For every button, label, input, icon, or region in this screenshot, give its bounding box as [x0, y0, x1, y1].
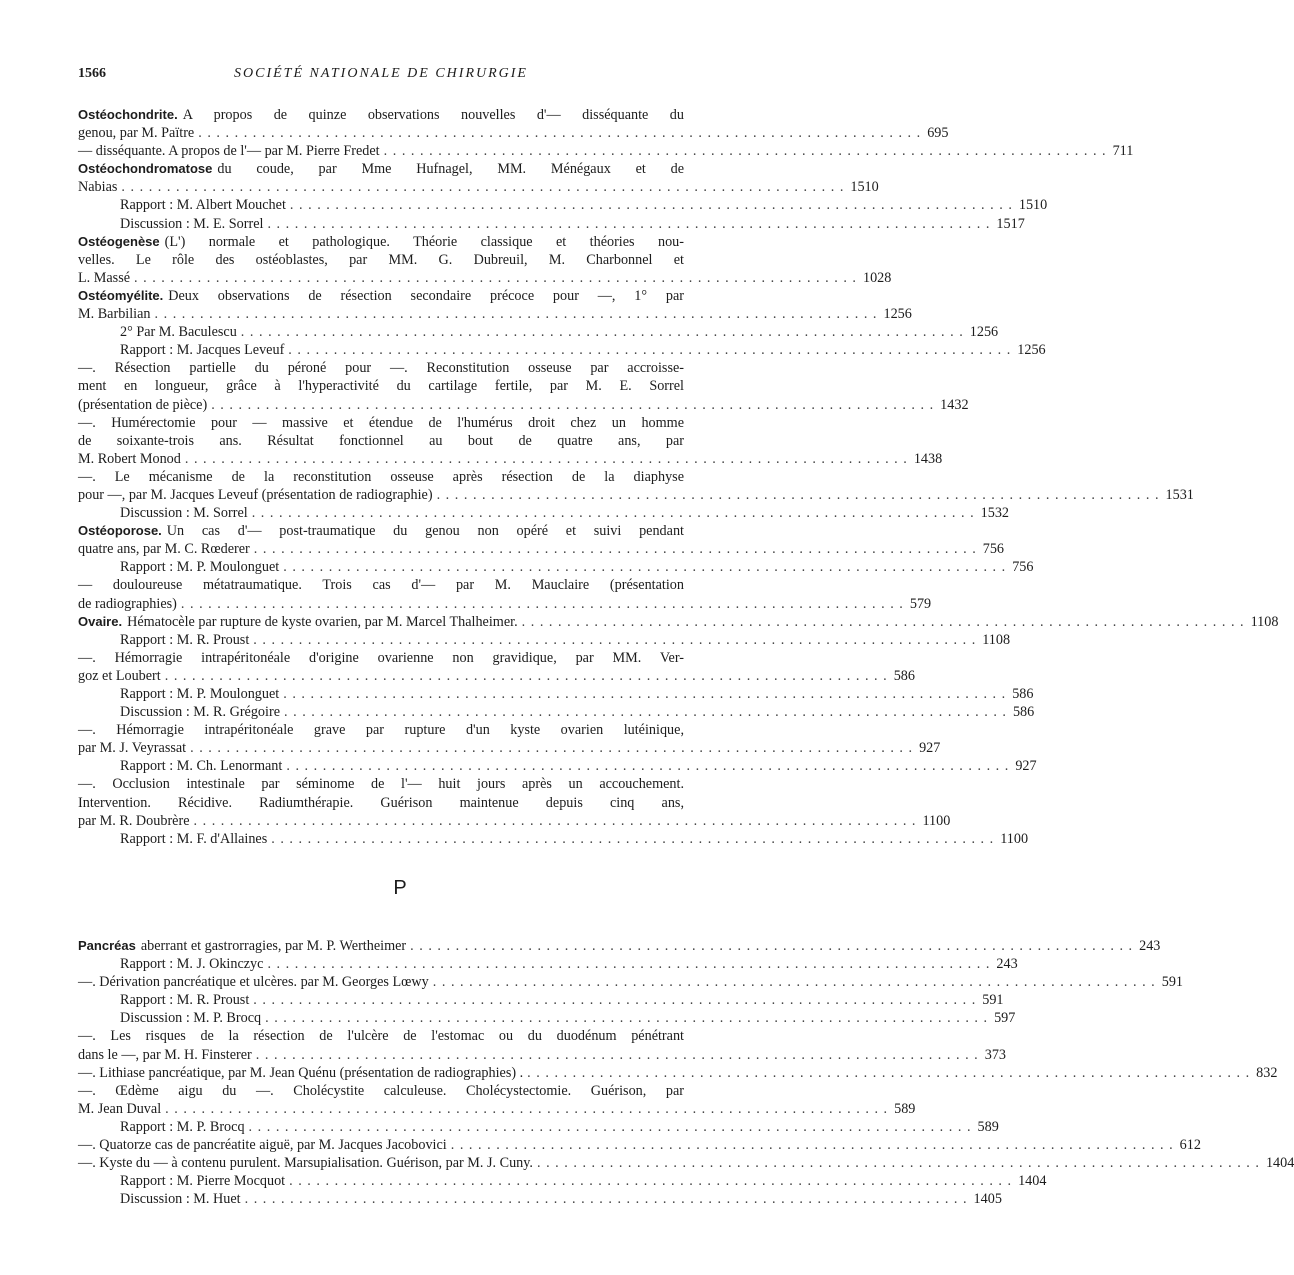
dot-leader: . . . . . . . . . . . . . . . . . . . . . . . . . . . . . . . . . . . . . . . . . . . . . . . . . . . . . . . . . . . . . . . . . . . . . . . . . . . . . . . . [248, 1118, 972, 1135]
index-text: par M. J. Veyrassat [78, 740, 187, 757]
index-text: du coude, par Mme Hufnagel, MM. Ménégaux et de [217, 161, 684, 178]
dot-leader: . . . . . . . . . . . . . . . . . . . . . . . . . . . . . . . . . . . . . . . . . . . . . . . . . . . . . . . . . . . . . . . . . . . . . . . . . . . . . . . . [253, 631, 977, 648]
index-text: velles. Le rôle des ostéoblastes, par MM. G. Dubreuil, M. Charbonnel et [78, 251, 684, 268]
index-line [78, 215, 1025, 233]
index-line [78, 1154, 1294, 1172]
index-keyword: Ostéogenèse [78, 233, 160, 249]
index-text: —. Le mécanisme de la reconstitution osseuse après résection de la diaphyse [78, 468, 684, 485]
index-line [78, 251, 684, 269]
index-line [78, 558, 1034, 576]
index-text: Discussion : M. E. Sorrel [120, 215, 264, 232]
index-line [78, 142, 1134, 160]
index-text: Discussion : M. Huet [120, 1191, 241, 1208]
index-line [78, 341, 1046, 359]
index-text: Rapport : M. J. Okinczyc [120, 956, 264, 973]
index-text: M. Jean Duval [78, 1100, 162, 1117]
page-reference: 1510 [850, 179, 879, 196]
index-text: Rapport : M. P. Moulonguet [120, 686, 280, 702]
dot-leader: . . . . . . . . . . . . . . . . . . . . . . . . . . . . . . . . . . . . . . . . . . . . . . . . . . . . . . . . . . . . . . . . . . . . . . . . . . . . . . . . [121, 179, 845, 196]
page-reference: 1404 [1018, 1173, 1047, 1190]
page-reference: 243 [1139, 938, 1161, 954]
page-reference: 1100 [1000, 830, 1029, 847]
index-text: —. Les risques de la résection de l'ulcère de l'estomac ou du duodénum pénétrant [78, 1028, 684, 1045]
page-reference: 586 [1012, 704, 1035, 721]
dot-leader: . . . . . . . . . . . . . . . . . . . . . . . . . . . . . . . . . . . . . . . . . . . . . . . . . . . . . . . . . . . . . . . . . . . . . . . . . . . . . . . . [193, 812, 917, 829]
page-reference: 1531 [1165, 486, 1194, 503]
index-line [78, 1082, 684, 1100]
index-keyword: Pancréas [78, 938, 136, 953]
page-reference: 756 [982, 541, 1005, 558]
index-line [78, 540, 1005, 558]
index-line [78, 178, 879, 196]
dot-leader: . . . . . . . . . . . . . . . . . . . . . . . . . . . . . . . . . . . . . . . . . . . . . . . . . . . . . . . . . . . . . . . . . . . . . . . . . . . . . . . . [536, 1155, 1260, 1172]
page-reference: 1438 [913, 450, 943, 467]
dot-leader: . . . . . . . . . . . . . . . . . . . . . . . . . . . . . . . . . . . . . . . . . . . . . . . . . . . . . . . . . . . . . . . . . . . . . . . . . . . . . . . . [154, 306, 878, 323]
page-reference: 1108 [1250, 613, 1279, 630]
index-line [78, 486, 1194, 504]
index-text: aberrant et gastrorragies, par M. P. Wertheimer [140, 938, 407, 954]
index-text: —. Humérectomie pour — massive et étendue de l'humérus droit chez un homme [78, 414, 684, 431]
index-line [78, 739, 941, 757]
page-reference: 373 [984, 1046, 1006, 1063]
page-reference: 1256 [883, 306, 912, 323]
dot-leader: . . . . . . . . . . . . . . . . . . . . . . . . . . . . . . . . . . . . . . . . . . . . . . . . . . . . . . . . . . . . . . . . . . . . . . . . . . . . . . . . [251, 505, 975, 522]
dot-leader: . . . . . . . . . . . . . . . . . . . . . . . . . . . . . . . . . . . . . . . . . . . . . . . . . . . . . . . . . . . . . . . . . . . . . . . . . . . . . . . . [271, 830, 995, 847]
index-line [78, 106, 684, 124]
index-text: M. Robert Monod [78, 450, 181, 467]
index-line [78, 757, 1037, 775]
index-text: par M. R. Doubrère [78, 812, 190, 829]
index-line [78, 991, 1004, 1009]
page-reference: 756 [1012, 559, 1034, 576]
page-reference: 1404 [1265, 1155, 1294, 1172]
index-line [78, 468, 684, 486]
index-line [78, 703, 1035, 721]
page-reference: 586 [893, 667, 915, 684]
index-line [78, 595, 932, 613]
dot-leader: . . . . . . . . . . . . . . . . . . . . . . . . . . . . . . . . . . . . . . . . . . . . . . . . . . . . . . . . . . . . . . . . . . . . . . . . . . . . . . . . [184, 450, 908, 467]
index-text: Hématocèle par rupture de kyste ovarien, par M. Marcel Thalheimer. [127, 613, 518, 630]
page-reference: 1256 [969, 324, 999, 341]
page-reference: 1510 [1018, 197, 1048, 214]
index-text: Rapport : M. P. Moulonguet [120, 559, 280, 576]
index-text: —. Occlusion intestinale par séminome de l'— huit jours après un accouchement. [78, 776, 684, 793]
index-line [78, 830, 1029, 848]
dot-leader: . . . . . . . . . . . . . . . . . . . . . . . . . . . . . . . . . . . . . . . . . . . . . . . . . . . . . . . . . . . . . . . . . . . . . . . . . . . . . . . . [244, 1191, 968, 1208]
dot-leader: . . . . . . . . . . . . . . . . . . . . . . . . . . . . . . . . . . . . . . . . . . . . . . . . . . . . . . . . . . . . . . . . . . . . . . . . . . . . . . . . [288, 342, 1012, 359]
page-reference: 1256 [1017, 342, 1046, 359]
index-text: Rapport : M. Pierre Mocquot [120, 1173, 286, 1190]
index-text: —. Résection partielle du péroné pour —. Reconstitution osseuse par accroisse- [78, 360, 684, 377]
index-text: —. Hémorragie intrapéritonéale d'origine ovarienne non gravidique, par MM. Ver- [78, 649, 684, 666]
index-line [78, 794, 684, 812]
index-line [78, 432, 684, 450]
page-reference: 612 [1179, 1137, 1201, 1154]
dot-leader: . . . . . . . . . . . . . . . . . . . . . . . . . . . . . . . . . . . . . . . . . . . . . . . . . . . . . . . . . . . . . . . . . . . . . . . . . . . . . . . . [134, 269, 857, 286]
index-text: Rapport : M. R. Proust [120, 992, 250, 1009]
index-text: Nabias [78, 179, 118, 196]
index-keyword: Ostéoporose. [78, 523, 162, 539]
index-line [78, 1172, 1047, 1190]
index-line [78, 649, 684, 667]
dot-leader: . . . . . . . . . . . . . . . . . . . . . . . . . . . . . . . . . . . . . . . . . . . . . . . . . . . . . . . . . . . . . . . . . . . . . . . . . . . . . . . . [521, 613, 1245, 630]
index-block-p [78, 937, 1294, 1208]
dot-leader: . . . . . . . . . . . . . . . . . . . . . . . . . . . . . . . . . . . . . . . . . . . . . . . . . . . . . . . . . . . . . . . . . . . . . . . . . . . . . . . . [527, 1064, 1251, 1081]
page-reference: 1432 [940, 396, 969, 413]
dot-leader: . . . . . . . . . . . . . . . . . . . . . . . . . . . . . . . . . . . . . . . . . . . . . . . . . . . . . . . . . . . . . . . . . . . . . . . . . . . . . . . . [383, 143, 1107, 160]
index-line [78, 955, 1018, 973]
index-line [78, 1136, 1201, 1154]
index-line [78, 414, 684, 432]
index-line [78, 396, 969, 414]
index-text: —. Œdème aigu du —. Cholécystite calculeuse. Cholécystectomie. Guérison, par [78, 1082, 684, 1099]
index-line [78, 124, 949, 142]
index-line [78, 1064, 1278, 1082]
index-text: goz et Loubert [78, 667, 161, 684]
section-letter: P [393, 877, 407, 899]
dot-leader: . . . . . . . . . . . . . . . . . . . . . . . . . . . . . . . . . . . . . . . . . . . . . . . . . . . . . . . . . . . . . . . . . . . . . . . . . . . . . . . . [284, 704, 1007, 721]
index-keyword: Ostéochondromatose [78, 161, 213, 177]
dot-leader: . . . . . . . . . . . . . . . . . . . . . . . . . . . . . . . . . . . . . . . . . . . . . . . . . . . . . . . . . . . . . . . . . . . . . . . . . . . . . . . . [253, 992, 977, 1009]
dot-leader: . . . . . . . . . . . . . . . . . . . . . . . . . . . . . . . . . . . . . . . . . . . . . . . . . . . . . . . . . . . . . . . . . . . . . . . . . . . . . . . . [164, 667, 888, 684]
dot-leader: . . . . . . . . . . . . . . . . . . . . . . . . . . . . . . . . . . . . . . . . . . . . . . . . . . . . . . . . . . . . . . . . . . . . . . . . . . . . . . . . [211, 396, 935, 413]
page-reference: 589 [977, 1118, 999, 1135]
index-text: (L') normale et pathologique. Théorie classique et théories nou- [164, 233, 684, 250]
dot-leader: . . . . . . . . . . . . . . . . . . . . . . . . . . . . . . . . . . . . . . . . . . . . . . . . . . . . . . . . . . . . . . . . . . . . . . . . . . . . . . . . [432, 974, 1156, 991]
page-reference: 589 [894, 1100, 916, 1117]
dot-leader: . . . . . . . . . . . . . . . . . . . . . . . . . . . . . . . . . . . . . . . . . . . . . . . . . . . . . . . . . . . . . . . . . . . . . . . . . . . . . . . . [289, 1173, 1013, 1190]
dot-leader: . . . . . . . . . . . . . . . . . . . . . . . . . . . . . . . . . . . . . . . . . . . . . . . . . . . . . . . . . . . . . . . . . . . . . . . . . . . . . . . . [283, 686, 1007, 702]
page-reference: 711 [1112, 143, 1134, 160]
dot-leader: . . . . . . . . . . . . . . . . . . . . . . . . . . . . . . . . . . . . . . . . . . . . . . . . . . . . . . . . . . . . . . . . . . . . . . . . . . . . . . . . [240, 324, 964, 341]
index-line [78, 1027, 684, 1045]
index-text: Intervention. Récidive. Radiumthérapie. Guérison maintenue depuis cinq ans, [78, 794, 684, 811]
dot-leader: . . . . . . . . . . . . . . . . . . . . . . . . . . . . . . . . . . . . . . . . . . . . . . . . . . . . . . . . . . . . . . . . . . . . . . . . . . . . . . . . [165, 1100, 889, 1117]
dot-leader: . . . . . . . . . . . . . . . . . . . . . . . . . . . . . . . . . . . . . . . . . . . . . . . . . . . . . . . . . . . . . . . . . . . . . . . . . . . . . . . . [283, 559, 1007, 576]
index-line [78, 1190, 1002, 1208]
page-reference: 1100 [922, 812, 951, 829]
page-number: 1566 [78, 66, 106, 81]
index-text: — douloureuse métatraumatique. Trois cas d'— par M. Mauclaire (présentation [78, 577, 684, 594]
page-reference: 1517 [996, 215, 1025, 232]
index-line [78, 305, 912, 323]
index-text: —. Dérivation pancréatique et ulcères. par M. Georges Lœwy [78, 974, 429, 991]
dot-leader: . . . . . . . . . . . . . . . . . . . . . . . . . . . . . . . . . . . . . . . . . . . . . . . . . . . . . . . . . . . . . . . . . . . . . . . . . . . . . . . . [286, 758, 1010, 775]
index-keyword: Ovaire. [78, 613, 123, 629]
dot-leader: . . . . . . . . . . . . . . . . . . . . . . . . . . . . . . . . . . . . . . . . . . . . . . . . . . . . . . . . . . . . . . . . . . . . . . . . . . . . . . . . [289, 197, 1013, 214]
index-text: L. Massé [78, 269, 131, 286]
index-text: —. Quatorze cas de pancréatite aiguë, par M. Jacques Jacobovici [78, 1137, 447, 1154]
index-text: — disséquante. A propos de l'— par M. Pierre Fredet [78, 143, 380, 160]
index-text: Rapport : M. Albert Mouchet [120, 197, 286, 214]
page-reference: 1028 [862, 269, 892, 286]
index-line [78, 1046, 1006, 1064]
index-line [78, 613, 1279, 631]
index-text: genou, par M. Païtre [78, 125, 195, 142]
index-line [78, 937, 1161, 955]
dot-leader: . . . . . . . . . . . . . . . . . . . . . . . . . . . . . . . . . . . . . . . . . . . . . . . . . . . . . . . . . . . . . . . . . . . . . . . . . . . . . . . . [265, 1010, 989, 1027]
page-reference: 832 [1256, 1064, 1278, 1081]
running-title: SOCIÉTÉ NATIONALE DE CHIRURGIE [234, 66, 528, 81]
index-text: A propos de quinze observations nouvelles d'— disséquante du [182, 107, 684, 123]
index-line [78, 667, 915, 685]
index-line [78, 359, 684, 377]
index-keyword: Ostéomyélite. [78, 287, 164, 303]
page-reference: 695 [927, 125, 949, 142]
page-reference: 927 [919, 740, 941, 757]
dot-leader: . . . . . . . . . . . . . . . . . . . . . . . . . . . . . . . . . . . . . . . . . . . . . . . . . . . . . . . . . . . . . . . . . . . . . . . . . . . . . . . . [450, 1137, 1174, 1154]
page-reference: 243 [996, 956, 1018, 973]
index-line [78, 775, 684, 793]
index-line [78, 631, 1011, 649]
index-text: (présentation de pièce) [78, 396, 208, 413]
dot-leader: . . . . . . . . . . . . . . . . . . . . . . . . . . . . . . . . . . . . . . . . . . . . . . . . . . . . . . . . . . . . . . . . . . . . . . . . . . . . . . . . [436, 486, 1160, 503]
index-text: dans le —, par M. H. Finsterer [78, 1046, 252, 1063]
index-text: Rapport : M. P. Brocq [120, 1118, 245, 1135]
page-reference: 1532 [980, 505, 1010, 522]
index-line [78, 450, 943, 468]
index-line [78, 287, 684, 305]
index-line [78, 812, 951, 830]
page-reference: 927 [1015, 758, 1037, 775]
index-text: Rapport : M. F. d'Allaines [120, 830, 268, 847]
index-text: Rapport : M. R. Proust [120, 631, 250, 648]
index-text: Un cas d'— post-traumatique du genou non opéré et suivi pendant [166, 523, 684, 540]
index-text: ment en longueur, grâce à l'hyperactivité du cartilage fertile, par M. E. Sorrel [78, 378, 684, 395]
index-text: pour —, par M. Jacques Leveuf (présentation de radiographie) [78, 486, 433, 503]
index-text: Deux observations de résection secondaire précoce pour —, 1° par [168, 287, 684, 304]
index-line [78, 576, 684, 594]
index-line [78, 160, 684, 178]
index-text: de radiographies) [78, 595, 177, 612]
index-text: —. Kyste du — à contenu purulent. Marsupialisation. Guérison, par M. J. Cuny. [78, 1155, 533, 1172]
dot-leader: . . . . . . . . . . . . . . . . . . . . . . . . . . . . . . . . . . . . . . . . . . . . . . . . . . . . . . . . . . . . . . . . . . . . . . . . . . . . . . . . [267, 215, 991, 232]
index-line [78, 721, 684, 739]
dot-leader: . . . . . . . . . . . . . . . . . . . . . . . . . . . . . . . . . . . . . . . . . . . . . . . . . . . . . . . . . . . . . . . . . . . . . . . . . . . . . . . . [190, 740, 914, 757]
index-text: M. Barbilian [78, 306, 151, 323]
page-reference: 586 [1012, 686, 1034, 702]
dot-leader: . . . . . . . . . . . . . . . . . . . . . . . . . . . . . . . . . . . . . . . . . . . . . . . . . . . . . . . . . . . . . . . . . . . . . . . . . . . . . . . . [410, 938, 1134, 954]
index-line [78, 1118, 999, 1136]
index-keyword: Ostéochondrite. [78, 107, 178, 122]
index-text: Rapport : M. Jacques Leveuf [120, 342, 285, 359]
index-text: quatre ans, par M. C. Rœderer [78, 541, 250, 558]
index-line [78, 504, 1010, 522]
index-line [78, 685, 1034, 703]
page-reference: 597 [994, 1010, 1016, 1027]
index-line [78, 196, 1048, 214]
index-text: de soixante-trois ans. Résultat fonctionnel au bout de quatre ans, par [78, 432, 684, 449]
index-text: —. Lithiase pancréatique, par M. Jean Quénu (présentation de radiographies) . [78, 1064, 524, 1081]
index-line [78, 233, 684, 251]
dot-leader: . . . . . . . . . . . . . . . . . . . . . . . . . . . . . . . . . . . . . . . . . . . . . . . . . . . . . . . . . . . . . . . . . . . . . . . . . . . . . . . . [253, 541, 977, 558]
page-reference: 591 [982, 992, 1004, 1009]
index-text: Rapport : M. Ch. Lenormant [120, 758, 283, 775]
index-text: Discussion : M. R. Grégoire [120, 704, 280, 721]
index-line [78, 269, 892, 287]
index-text: Discussion : M. P. Brocq [120, 1010, 262, 1027]
index-line [78, 1009, 1016, 1027]
dot-leader: . . . . . . . . . . . . . . . . . . . . . . . . . . . . . . . . . . . . . . . . . . . . . . . . . . . . . . . . . . . . . . . . . . . . . . . . . . . . . . . . [255, 1046, 979, 1063]
page-header [78, 66, 684, 86]
index-line [78, 973, 1183, 991]
index-line [78, 323, 999, 341]
page-reference: 591 [1161, 974, 1183, 991]
index-block-o [78, 106, 1279, 848]
index-text: —. Hémorragie intrapéritonéale grave par rupture d'un kyste ovarien lutéinique, [78, 722, 684, 739]
page-reference: 579 [909, 595, 932, 612]
dot-leader: . . . . . . . . . . . . . . . . . . . . . . . . . . . . . . . . . . . . . . . . . . . . . . . . . . . . . . . . . . . . . . . . . . . . . . . . . . . . . . . . [198, 125, 922, 142]
index-text: Discussion : M. Sorrel [120, 505, 248, 522]
index-line [78, 377, 684, 395]
dot-leader: . . . . . . . . . . . . . . . . . . . . . . . . . . . . . . . . . . . . . . . . . . . . . . . . . . . . . . . . . . . . . . . . . . . . . . . . . . . . . . . . [267, 956, 991, 973]
index-text: 2° Par M. Baculescu [120, 324, 237, 341]
page-reference: 1405 [973, 1191, 1002, 1208]
page-reference: 1108 [982, 631, 1011, 648]
index-line [78, 1100, 916, 1118]
dot-leader: . . . . . . . . . . . . . . . . . . . . . . . . . . . . . . . . . . . . . . . . . . . . . . . . . . . . . . . . . . . . . . . . . . . . . . . . . . . . . . . . [180, 595, 904, 612]
index-line [78, 522, 684, 540]
